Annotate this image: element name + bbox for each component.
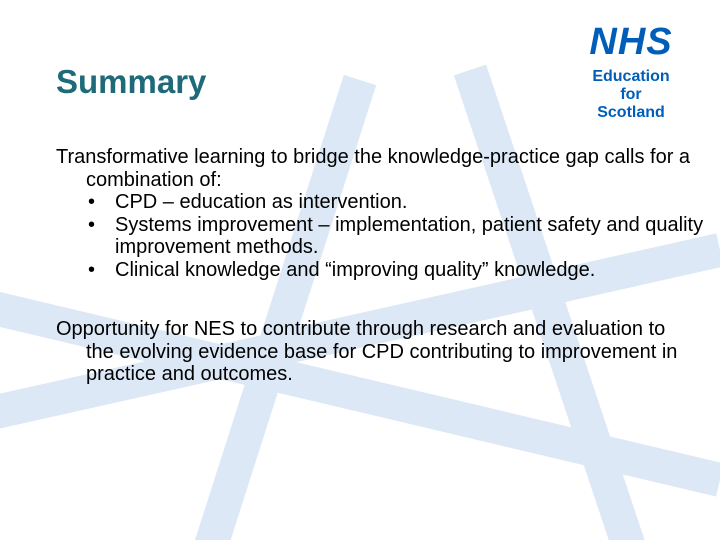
slide-title: Summary [56,63,207,100]
logo-line-for: for [620,86,642,103]
nhs-education-scotland-logo [575,20,687,122]
nhs-logo-text: NHS [589,21,673,63]
bullet-item: • Systems improvement – implementation, patient safety and quality improvement methods. [56,214,706,259]
conclusion-paragraph: Opportunity for NES to contribute through research and evaluation to the evolving evidence base for CPD contributing to improvement in practice and outcomes. [56,318,678,385]
bullet-list [56,191,706,281]
bullet-item: • CPD – education as intervention. [56,191,706,214]
logo-line-scotland: Scotland [597,104,665,121]
intro-paragraph: Transformative learning to bridge the knowledge-practice gap calls for a combination of: [56,146,691,191]
bullet-item: • Clinical knowledge and “improving quality” knowledge. [56,259,706,282]
slide-body [56,146,706,386]
logo-line-education: Education [592,68,670,85]
